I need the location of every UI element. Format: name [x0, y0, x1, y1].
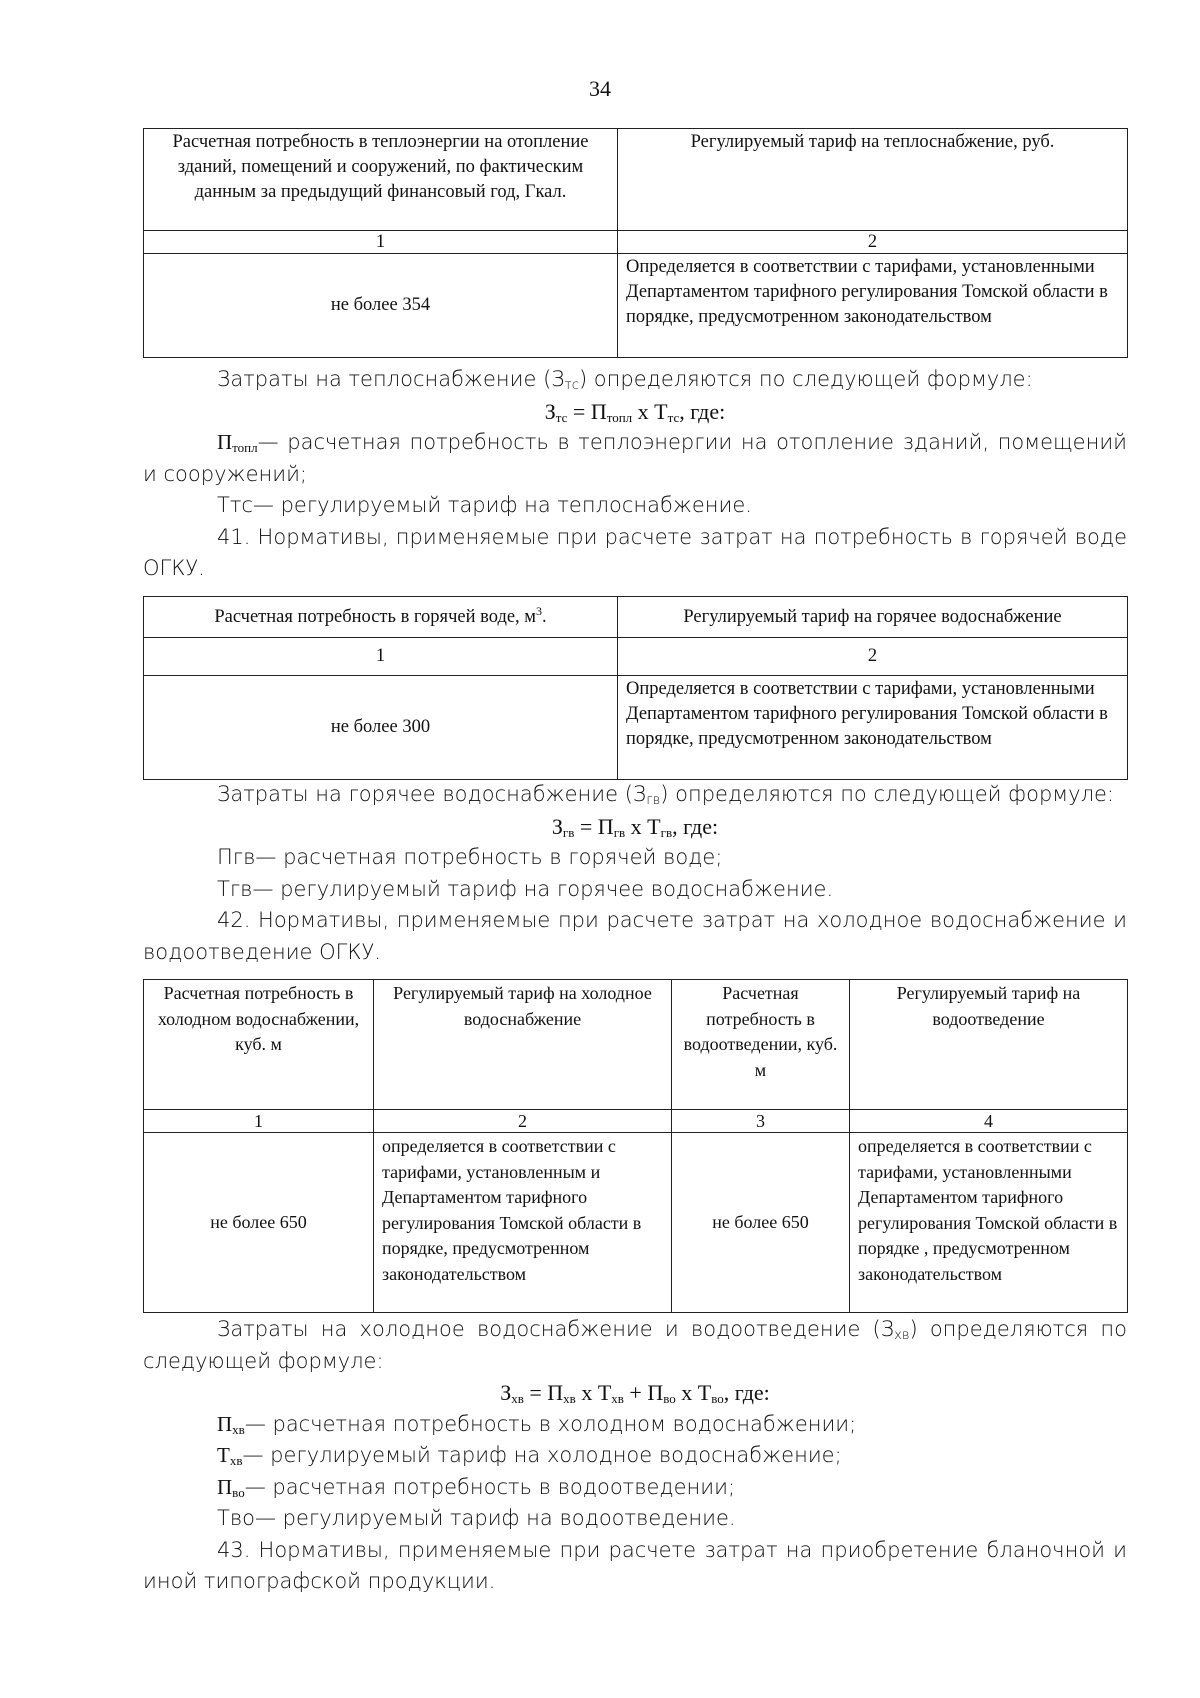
table2-num-col2: 2 — [618, 638, 1128, 676]
table3-header-col3: Расчетная потребность в водоотведении, куб. м — [672, 980, 850, 1110]
heat-def-p: $П_{топл}—$ расчетная потребность в теплоэнергии на отопление зданий, помещений и сооружений; — [143, 430, 1127, 486]
table3-num-col1: 1 — [144, 1110, 374, 1133]
cold-water-def-p: $П_{хв}—$ расчетная потребность в холодном водоснабжении; — [217, 1411, 857, 1437]
section3-text — [143, 1314, 1127, 1598]
hot-water-def-t: Тгв— регулируемый тариф на горячее водоснабжение. — [217, 876, 834, 901]
item-42: 42. Нормативы, применяемые при расчете затрат на холодное водоснабжение и водоотведение ОГКУ. — [143, 908, 1127, 964]
table3-num-col3: 3 — [672, 1110, 850, 1133]
cold-water-cost-intro: Затраты на холодное водоснабжение и водоотведение $(З_{хв})$ определяются по следующей формуле: — [143, 1317, 1127, 1373]
table1-num-col2: 2 — [618, 231, 1128, 254]
table3-header-col4: Регулируемый тариф на водоотведение — [850, 980, 1128, 1110]
hot-water-def-p: Пгв— расчетная потребность в горячей воде; — [217, 845, 723, 869]
drainage-def-p: $П_{во}—$ расчетная потребность в водоотведении; — [217, 1474, 736, 1500]
heat-cost-intro: Затраты на теплоснабжение $(З_{тс})$ определяются по следующей формуле: — [217, 367, 1033, 393]
table1-header-col1: Расчетная потребность в теплоэнергии на отопление зданий, помещений и сооружений, по фактическим данным за предыдущий финансовый год, Гкал. — [144, 129, 618, 231]
hot-water-table — [143, 596, 1128, 780]
table2-num-col1: 1 — [144, 638, 618, 676]
heat-def-t: Ттс— регулируемый тариф на теплоснабжение. — [217, 493, 752, 517]
table3-value-col4: определяется в соответствии с тарифами, установленными Департаментом тарифного регулирования Томской области в порядке , предусмотренном законодательством — [850, 1133, 1128, 1313]
page-number: 34 — [589, 76, 611, 101]
table3-value-col1: не более 650 — [144, 1133, 374, 1313]
table3-value-col2: определяется в соответствии с тарифами, установленным и Департаментом тарифного регулирования Томской области в порядке, предусмотренном законодательством — [374, 1133, 672, 1313]
cold-water-table — [143, 979, 1128, 1313]
item-43: 43. Нормативы, применяемые при расчете затрат на приобретение бланочной и иной типографской продукции. — [143, 1537, 1127, 1593]
table2-value-col2: Определяется в соответствии с тарифами, установленными Департаментом тарифного регулирования Томской области в порядке, предусмотренном законодательством — [618, 676, 1128, 780]
cold-water-cost-formula: $З_{хв} = П_{хв}$ х $Т_{хв} + П_{во}$ х $Т_{во}$, где: — [500, 1380, 770, 1406]
table1-value-col2: Определяется в соответствии с тарифами, установленными Департаментом тарифного регулирования Томской области в порядке, предусмотренном законодательством — [618, 254, 1128, 358]
heat-supply-table — [143, 128, 1128, 358]
table2-header-col2: Регулируемый тариф на горячее водоснабжение — [618, 597, 1128, 638]
table1-header-col2: Регулируемый тариф на теплоснабжение, руб. — [618, 129, 1128, 231]
section1-text — [143, 364, 1127, 585]
hot-water-cost-formula: $З_{гв} = П_{гв}$ х $Т_{гв}$, где: — [551, 813, 719, 840]
table2-value-col1: не более 300 — [144, 676, 618, 780]
heat-cost-formula: $З_{тс} = П_{топл}$ х $Т_{тс}$, где: — [544, 398, 726, 425]
table3-value-col3: не более 650 — [672, 1133, 850, 1313]
drainage-def-t: Тво— регулируемый тариф на водоотведение. — [217, 1506, 736, 1530]
table3-header-col2: Регулируемый тариф на холодное водоснабжение — [374, 980, 672, 1110]
table3-header-col1: Расчетная потребность в холодном водоснабжении, куб. м — [144, 980, 374, 1110]
table3-num-col2: 2 — [374, 1110, 672, 1133]
item-41: 41. Нормативы, применяемые при расчете затрат на потребность в горячей воде ОГКУ. — [143, 524, 1127, 580]
table1-num-col1: 1 — [144, 231, 618, 254]
cold-water-def-t: $Т_{хв}—$ регулируемый тариф на холодное водоснабжение; — [217, 1443, 842, 1468]
table2-header-col1: Расчетная потребность в горячей воде, $м^3$. — [144, 597, 618, 638]
table1-value-col1: не более 354 — [144, 254, 618, 358]
section2-text — [143, 779, 1127, 968]
table3-num-col4: 4 — [850, 1110, 1128, 1133]
hot-water-cost-intro: Затраты на горячее водоснабжение $(З_{гв})$ определяются по следующей формуле: — [217, 782, 1114, 808]
